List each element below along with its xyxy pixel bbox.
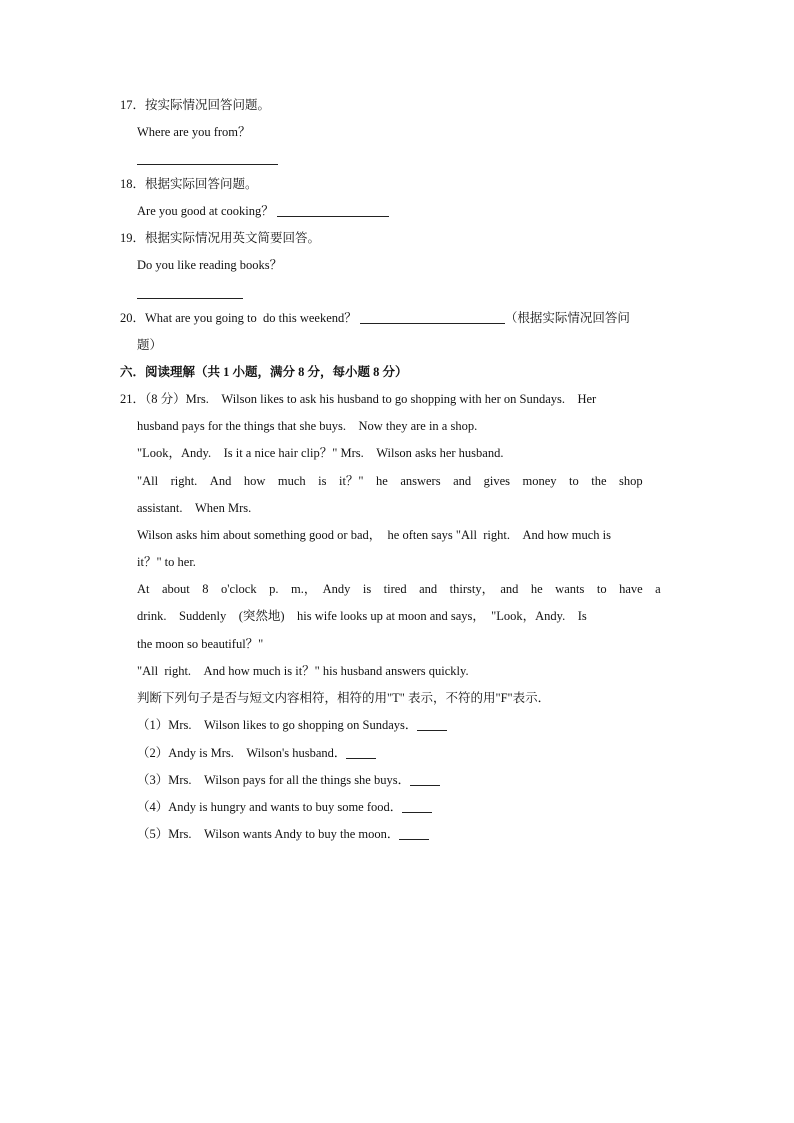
q21-passage-line: "Look，Andy. Is it a nice hair clip？" Mrs. Wilson asks her husband. — [137, 446, 504, 460]
q21-item-2 — [137, 745, 376, 761]
q19-answer-line[interactable] — [137, 297, 243, 299]
q21-item-5-blank[interactable] — [399, 827, 429, 840]
q18-answer-blank[interactable] — [277, 204, 389, 217]
q21-passage-line: drink. Suddenly (突然地) his wife looks up at moon and says， "Look，Andy. Is — [137, 609, 587, 623]
q21-item-1-blank[interactable] — [417, 718, 447, 731]
q21-item-4 — [137, 799, 432, 815]
q21-passage-line: it？" to her. — [137, 555, 196, 569]
q21-item-text: （3）Mrs. Wilson pays for all the things she buys． — [137, 773, 411, 787]
q20-hint-b: 题） — [137, 338, 163, 352]
q20-question: 20．What are you going to do this weekend？ — [120, 311, 357, 325]
q19-stem: 19．根据实际情况用英文简要回答。 — [120, 231, 321, 245]
q21-passage-line: assistant. When Mrs. — [137, 501, 252, 515]
q21-item-5 — [137, 826, 429, 842]
q19-question: Do you like reading books？ — [137, 258, 283, 272]
q18-question-row — [137, 203, 389, 219]
q21-item-text: （2）Andy is Mrs. Wilson's husband． — [137, 746, 347, 760]
q20-row — [120, 310, 630, 326]
q21-item-1 — [137, 717, 447, 733]
q17-stem: 17．按实际情况回答问题。 — [120, 98, 271, 112]
q21-passage-line: "All right. And how much is it？" his husband answers quickly. — [137, 664, 469, 678]
q21-item-text: （1）Mrs. Wilson likes to go shopping on Sundays． — [137, 718, 418, 732]
q21-passage-line: "All right. And how much is it？" he answers and gives money to the shop — [137, 474, 643, 488]
q20-answer-blank[interactable] — [360, 311, 505, 324]
q21-item-2-blank[interactable] — [346, 746, 376, 759]
q21-item-4-blank[interactable] — [402, 800, 432, 813]
q18-stem: 18．根据实际回答问题。 — [120, 177, 258, 191]
q21-item-3 — [137, 772, 440, 788]
q21-passage-line: Wilson asks him about something good or bad， he often says "All right. And how much is — [137, 528, 611, 542]
q21-item-text: （5）Mrs. Wilson wants Andy to buy the moon． — [137, 827, 400, 841]
q18-question: Are you good at cooking？ — [137, 204, 274, 218]
q21-item-3-blank[interactable] — [410, 773, 440, 786]
q21-passage-line: husband pays for the things that she buys. Now they are in a shop. — [137, 419, 478, 433]
q21-item-text: （4）Andy is hungry and wants to buy some food． — [137, 800, 403, 814]
q21-instruction: 判断下列句子是否与短文内容相符，相符的用"T" 表示，不符的用"F"表示． — [137, 691, 551, 705]
q20-hint-a: （根据实际情况回答问 — [504, 311, 630, 325]
q17-question: Where are you from？ — [137, 125, 251, 139]
q21-passage-line: 21．（8 分）Mrs. Wilson likes to ask his husband to go shopping with her on Sundays. Her — [120, 392, 597, 406]
section6-title: 六．阅读理解（共 1 小题，满分 8 分，每小题 8 分） — [120, 365, 408, 379]
q21-passage-line: the moon so beautiful？" — [137, 637, 264, 651]
q21-passage-line: At about 8 o'clock p. m.， Andy is tired and thirsty， and he wants to have a — [137, 582, 661, 596]
q17-answer-line[interactable] — [137, 163, 278, 165]
